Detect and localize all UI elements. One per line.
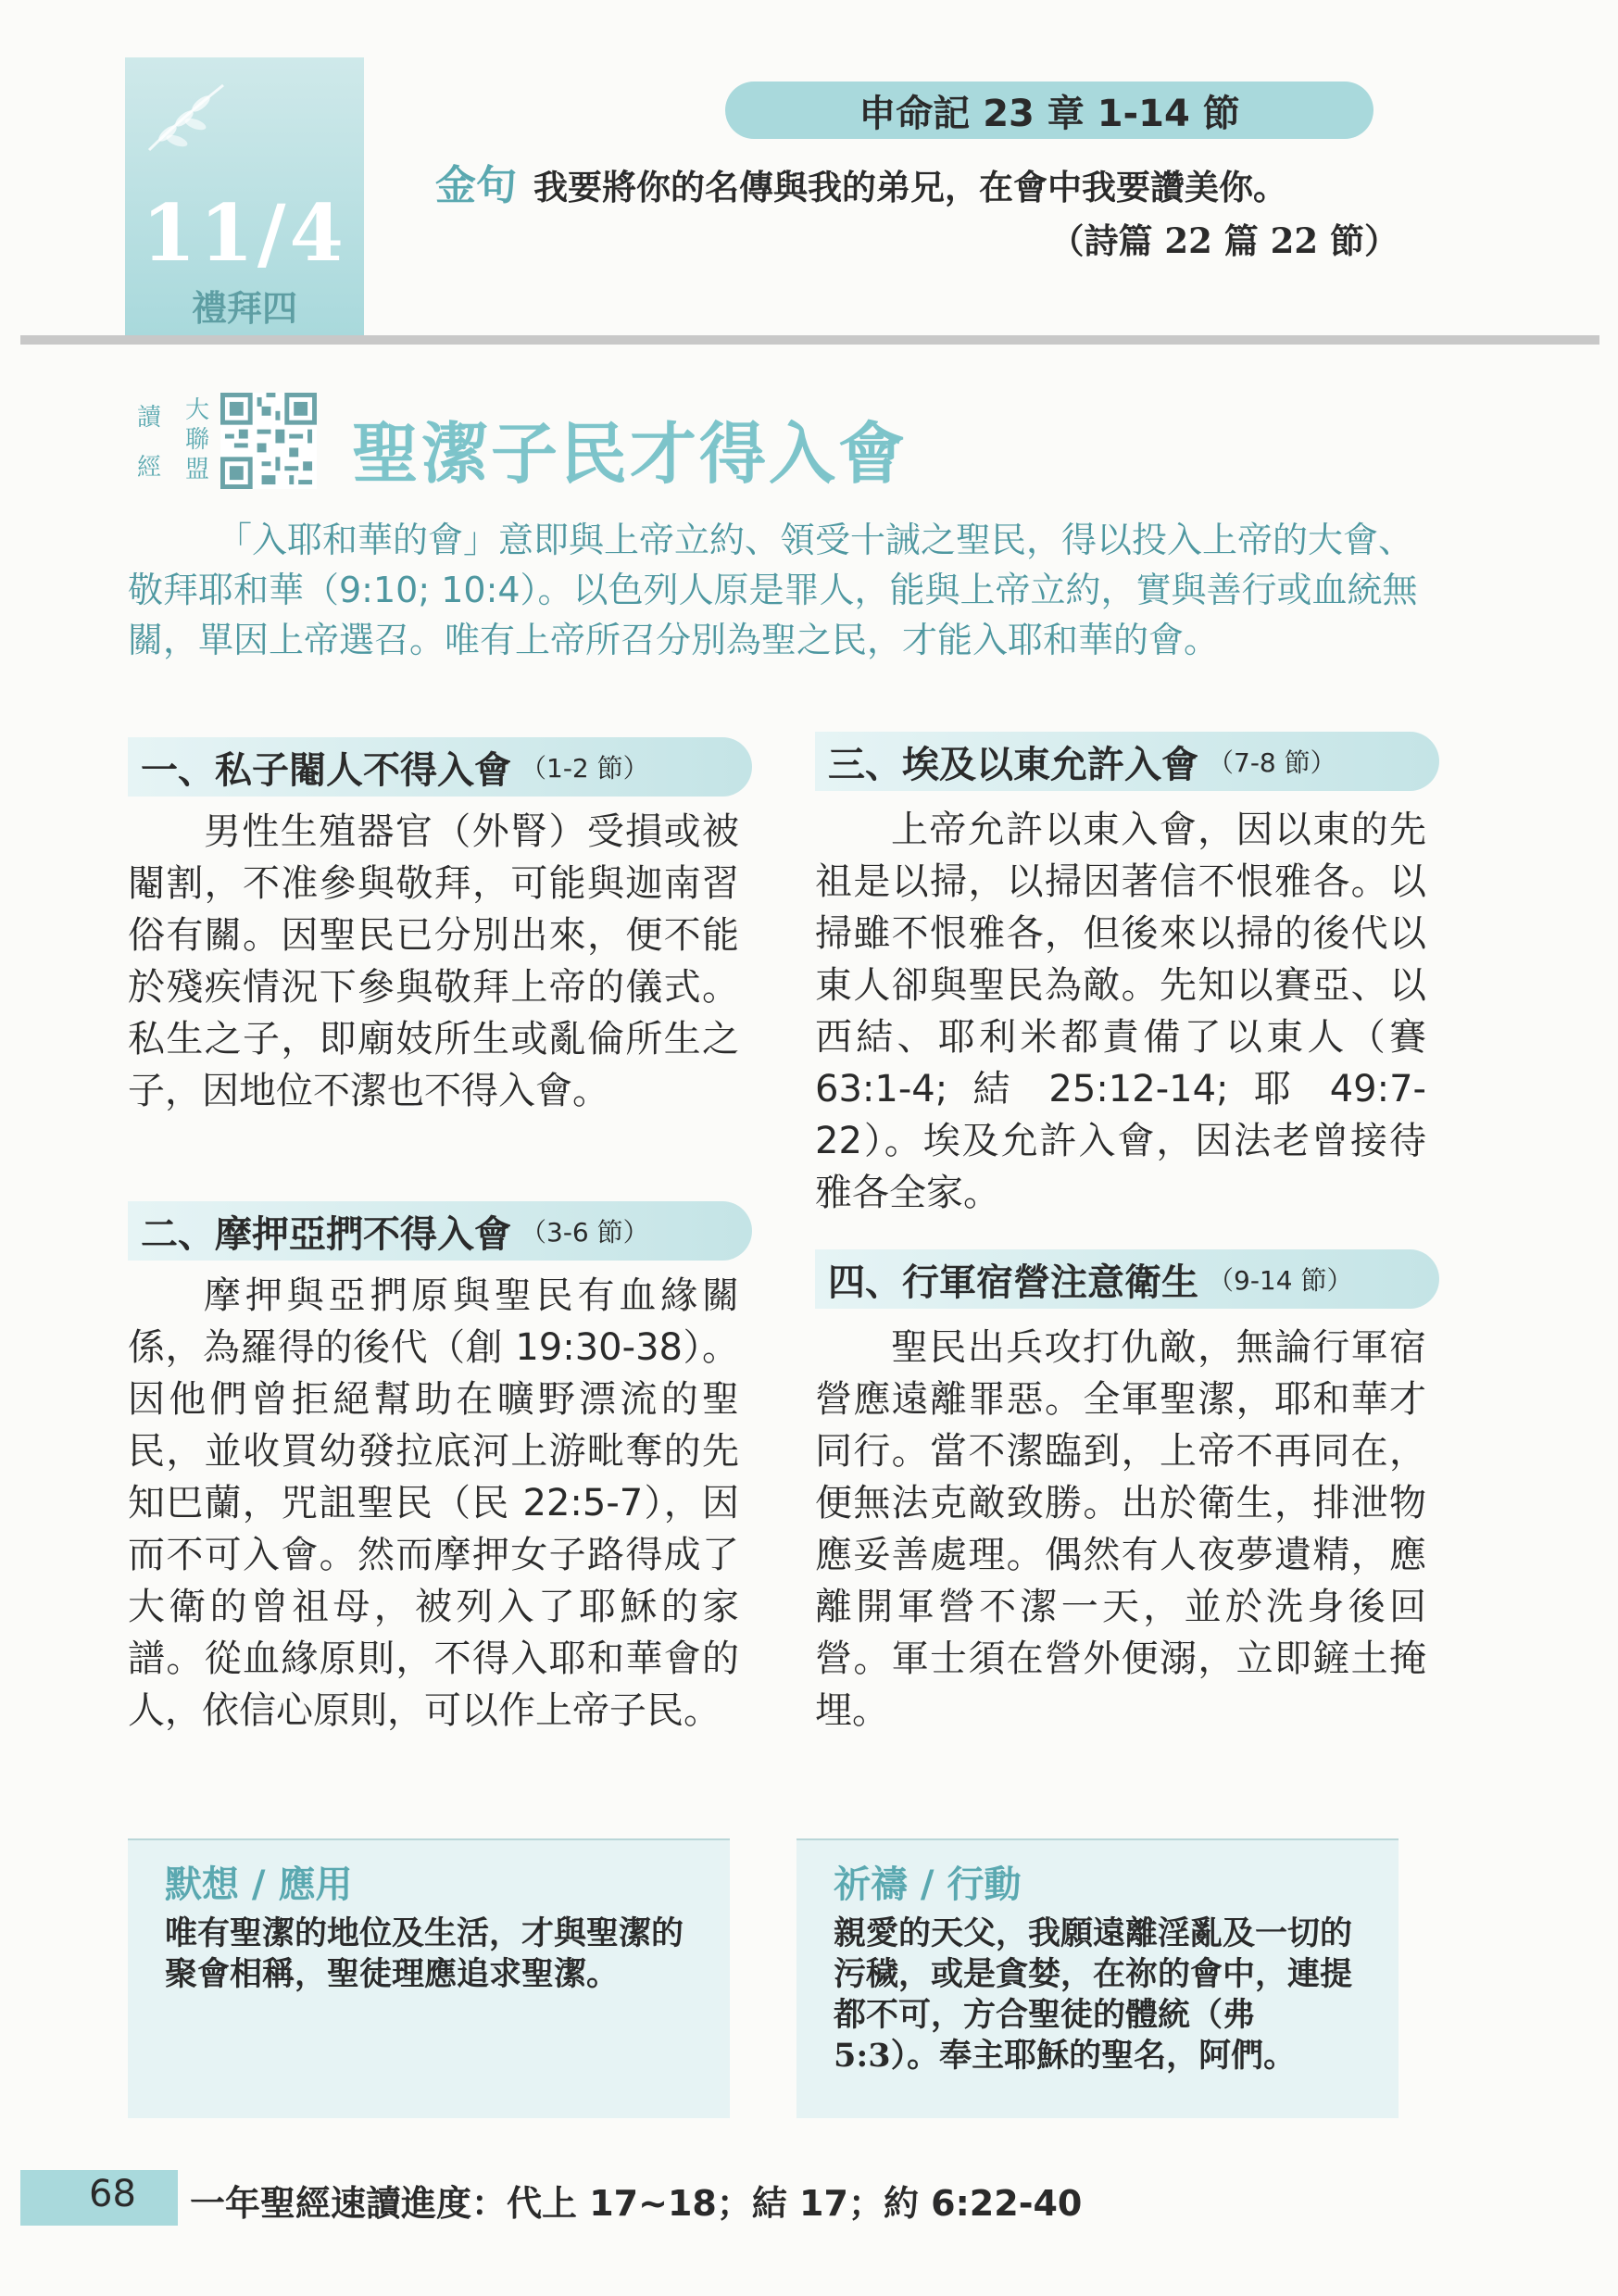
section-body-3: 上帝允許以東入會，因以東的先祖是以掃，以掃因著信不恨雅各。以掃雖不恨雅各，但後來以掃的後代以東人卻與聖民為敵。先知以賽亞、以西結、耶利米都責備了以東人（賽 63:1-4; 結 25:12-14; 耶 49:7-22）。埃及允許入會，因法老曾接待雅各全家。 xyxy=(815,809,1426,1214)
golden-verse-label: 金句 xyxy=(435,162,517,209)
section-heading-1: 一、私子閹人不得入會 （1-2 節） xyxy=(128,737,752,797)
golden-verse-cite: （詩篇 22 篇 22 節） xyxy=(1049,220,1399,261)
qr-code-icon[interactable] xyxy=(220,393,317,489)
golden-verse-text: 我要將你的名傳與我的弟兄，在會中我要讚美你。 xyxy=(533,167,1287,207)
meditation-box xyxy=(128,1838,730,2118)
section-heading-3: 三、埃及以東允許入會 （7-8 節） xyxy=(815,732,1439,791)
meditation-title: 默想 / 應用 xyxy=(165,1863,353,1906)
golden-verse xyxy=(435,159,1436,268)
section-body-4: 聖民出兵攻打仇敵，無論行軍宿營應遠離罪惡。全軍聖潔，耶和華才同行。當不潔臨到，上帝不再同在，便無法克敵致勝。出於衛生，排泄物應妥善處理。偶然有人夜夢遺精，應離開軍營不潔一天，並於洗身後回營。軍士須在營外便溺，立即鏟土掩埋。 xyxy=(815,1326,1426,1732)
reading-progress: 一年聖經速讀進度：代上 17~18；結 17；約 6:22-40 xyxy=(190,2183,1083,2224)
page-title: 聖潔子民才得入會 xyxy=(352,414,909,493)
prayer-box xyxy=(796,1838,1399,2118)
olive-branch-icon xyxy=(140,76,232,159)
page-number: 68 xyxy=(89,2173,136,2215)
date-block xyxy=(125,57,364,335)
section-heading-4: 四、行軍宿營注意衛生 （9-14 節） xyxy=(815,1249,1439,1309)
weekday: 禮拜四 xyxy=(191,288,297,329)
date: 11/4 xyxy=(141,187,348,279)
section-body-1: 男性生殖器官（外腎）受損或被閹割，不准參與敬拜，可能與迦南習俗有關。因聖民已分別出來，便不能於殘疾情況下參與敬拜上帝的儀式。私生之子，即廟妓所生或亂倫所生之子，因地位不潔也不得入會。 xyxy=(128,810,739,1112)
prayer-title: 祈禱 / 行動 xyxy=(834,1863,1022,1906)
meditation-text: 唯有聖潔的地位及生活，才與聖潔的聚會相稱，聖徒理應追求聖潔。 xyxy=(165,1914,684,1993)
scripture-reference: 申命記 23 章 1-14 節 xyxy=(725,82,1373,139)
section-heading-2: 二、摩押亞捫不得入會 （3-6 節） xyxy=(128,1201,752,1261)
reading-alliance-label: 讀 經 大 聯 盟 xyxy=(137,396,210,483)
prayer-text: 親愛的天父，我願遠離淫亂及一切的污穢，或是貪婪，在祢的會中，連提都不可，方合聖徒的體統（弗 5:3）。奉主耶穌的聖名，阿們。 xyxy=(834,1914,1353,2075)
section-body-2: 摩押與亞捫原與聖民有血緣關係，為羅得的後代（創 19:30-38）。因他們曾拒絕幫助在曠野漂流的聖民，並收買幼發拉底河上游毗奪的先知巴蘭，咒詛聖民（民 22:5-7），因而不可入會。然而摩押女子路得成了大衛的曾祖母，被列入了耶穌的家譜。從血緣原則，不得入耶和華會的人，依信心原則，可以作上帝子民。 xyxy=(128,1274,739,1732)
intro-paragraph: 「入耶和華的會」意即與上帝立約、領受十誡之聖民，得以投入上帝的大會、敬拜耶和華（9:10; 10:4）。以色列人原是罪人，能與上帝立約，實與善行或血統無關，單因上帝選召。唯有上帝所召分別為聖之民，才能入耶和華的會。 xyxy=(128,520,1418,660)
header-divider xyxy=(20,335,1599,345)
